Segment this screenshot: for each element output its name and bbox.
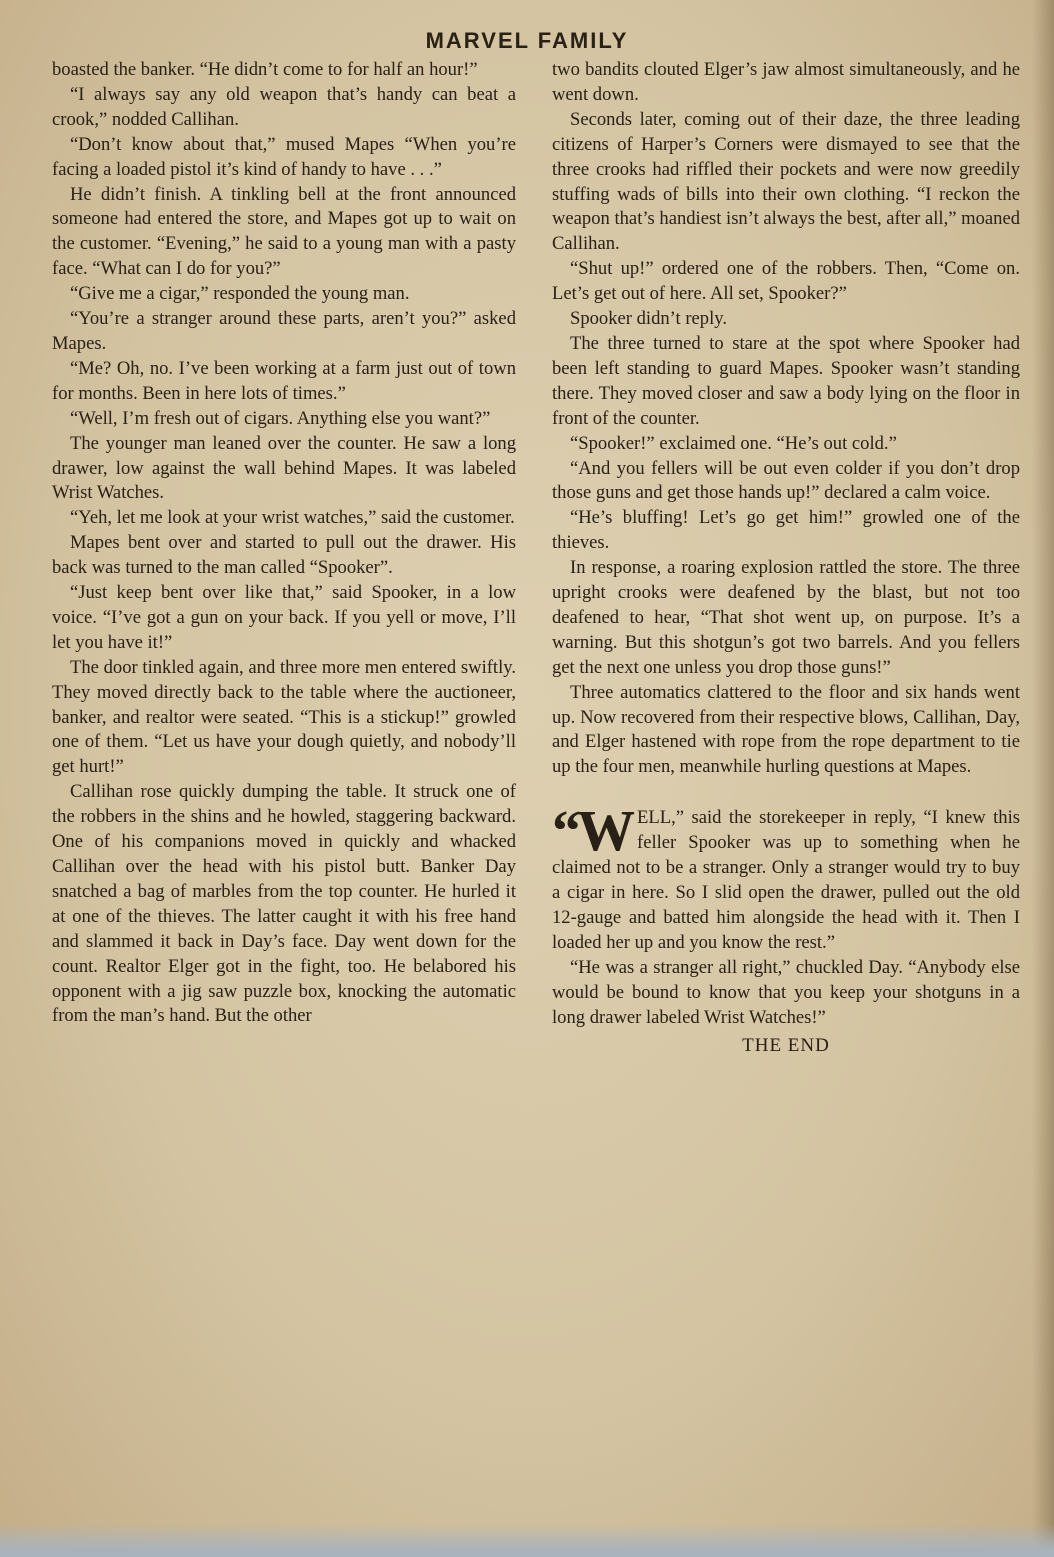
paragraph: “Spooker!” exclaimed one. “He’s out cold.” [570, 432, 897, 454]
paragraph: boasted the banker. “He didn’t come to for half an hour!” [52, 59, 478, 80]
dropcap-paragraph [552, 798, 1020, 955]
paragraph: “He was a stranger all right,” chuckled Day. “Anybody else would be bound to know that you keep your shotguns in a long drawer labeled Wrist Watches!” [552, 956, 1020, 1028]
paragraph: “I always say any old weapon that’s handy can beat a crook,” nodded Callihan. [52, 83, 516, 130]
paragraph: “You’re a stranger around these parts, aren’t you?” asked Mapes. [52, 308, 516, 354]
paragraph: “Shut up!” ordered one of the robbers. Then, “Come on. Let’s get out of here. All set, Spooker?” [552, 258, 1020, 305]
paragraph: “Don’t know about that,” mused Mapes “When you’re facing a loaded pistol it’s kind of handy to have . . .” [52, 133, 516, 180]
paragraph: Three automatics clattered to the floor and six hands went up. Now recovered from their respective blows, Callihan, Day, and Elger hastened with rope from the rope department to tie up the four men, meanwhile hurling questions at Mapes. [552, 681, 1020, 778]
paragraph: The three turned to stare at the spot where Spooker had been left standing to guard Mapes. Spooker wasn’t standing there. They moved closer and saw a body lying on the floor in front of the counter. [552, 332, 1020, 429]
running-header: MARVEL FAMILY [425, 28, 629, 53]
page-bottom-edge [0, 1523, 1054, 1557]
paragraph: In response, a roaring explosion rattled the store. The three upright crooks were deafened by the blast, but not too deafened to hear, “That shot went up, on purpose. It’s a warning. But this shotgun’s got two barrels. And you fellers get the next one unless you drop those guns!” [552, 557, 1020, 678]
paragraph: “Yeh, let me look at your wrist watches,” said the customer. [70, 507, 515, 529]
paragraph: “And you fellers will be out even colder if you don’t drop those guns and get those hands up!” declared a calm voice. [552, 457, 1020, 504]
paragraph: “Me? Oh, no. I’ve been working at a farm just out of town for months. Been in here lots of times.” [52, 357, 516, 404]
paragraph: The door tinkled again, and three more men entered swiftly. They moved directly back to the table where the auctioneer, banker, and realtor were seated. “This is a stickup!” growled one of them. “Let us have your dough quietly, and nobody’ll get hurt!” [52, 656, 516, 778]
dropcap-text: ELL,” said the storekeeper in reply, “I knew this feller Spooker was up to something when he claimed not to be a stranger. Only a stranger would try to buy a cigar in here. So I slid open the drawer, pulled out the old 12-gauge and batted him alongside the head with it. Then I loaded her up and you know the rest.” [552, 807, 1020, 953]
paragraph: “Well, I’m fresh out of cigars. Anything else you want?” [70, 407, 491, 429]
paragraph: “Give me a cigar,” responded the young man. [70, 283, 410, 305]
paragraph: Mapes bent over and started to pull out the drawer. His back was turned to the man called “Spooker”. [52, 532, 516, 579]
paragraph: Callihan rose quickly dumping the table. It struck one of the robbers in the shins and he howled, staggering backward. One of his companions moved in quickly and whacked Callihan over the head with his pistol butt. Banker Day snatched a bag of marbles from the top counter. He hurled it at one of the thieves. The latter caught it with his free hand and slammed it back in Day’s face. Day went down for the count. Realtor Elger got in the fight, too. He belabored his opponent with a jig saw puzzle box, knocking the automatic from the man’s hand. But the other [52, 781, 516, 1027]
paragraph: “He’s bluffing! Let’s go get him!” growled one of the thieves. [552, 507, 1020, 554]
paragraph: Spooker didn’t reply. [570, 308, 727, 330]
paragraph: Seconds later, coming out of their daze, the three leading citizens of Harper’s Corners were dismayed to see that the three crooks had riffled their pockets and were now greedily stuffing wads of bills into their own clothing. “I reckon the weapon that’s handiest isn’t always the best, after all,” moaned Callihan. [552, 108, 1020, 255]
right-column [552, 58, 1020, 1059]
paragraph: The younger man leaned over the counter. He saw a long drawer, low against the wall behind Mapes. It was labeled Wrist Watches. [52, 432, 516, 504]
left-column [52, 58, 516, 1029]
paragraph: He didn’t finish. A tinkling bell at the front announced someone had entered the store, and Mapes got up to wait on the customer. “Evening,” he said to a young man with a pasty face. “What can I do for you?” [52, 183, 516, 280]
drop-cap-letter: “W [552, 798, 631, 864]
page-edge-shadow [1032, 0, 1054, 1557]
the-end-label: THE END [742, 1035, 830, 1057]
paragraph: two bandits clouted Elger’s jaw almost simultaneously, and he went down. [552, 59, 1020, 105]
paragraph: “Just keep bent over like that,” said Spooker, in a low voice. “I’ve got a gun on your back. If you yell or move, I’ll let you have it!” [52, 582, 516, 653]
